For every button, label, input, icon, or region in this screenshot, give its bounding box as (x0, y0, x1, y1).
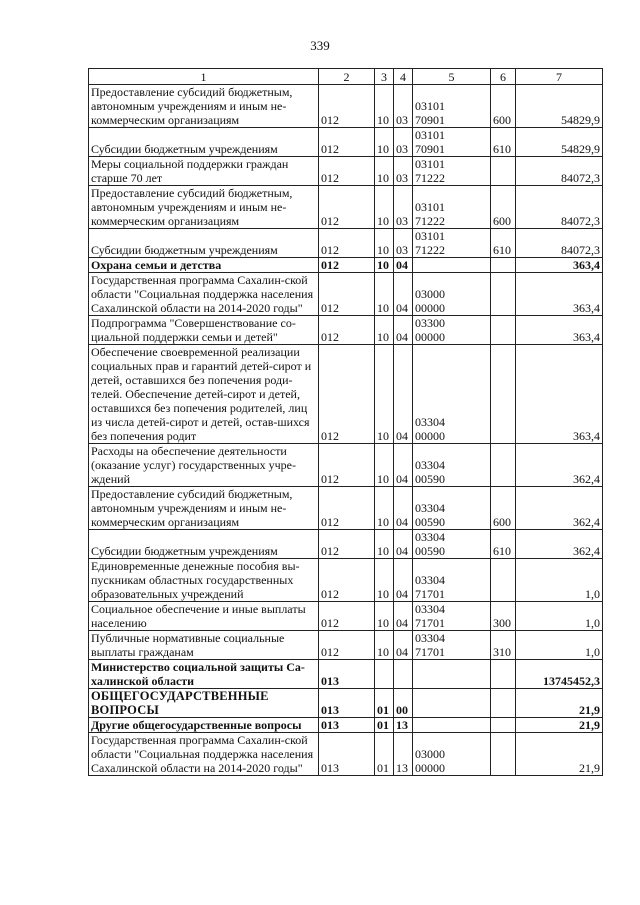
row-name: Расходы на обеспечение деятельности (оказание услуг) государственных учре-ждений (89, 444, 319, 487)
row-expense-type: 610 (491, 229, 516, 258)
row-expense-type (491, 660, 516, 689)
row-expense-type: 610 (491, 530, 516, 559)
table-row (89, 273, 603, 316)
row-ved: 013 (319, 718, 375, 733)
row-subsection: 04 (394, 530, 413, 559)
row-subsection: 04 (394, 273, 413, 316)
row-name: Предоставление субсидий бюджетным, автономным учреждениям и иным не-коммерческим организациям (89, 85, 319, 128)
table-row (89, 316, 603, 345)
row-ved: 012 (319, 157, 375, 186)
table-row (89, 229, 603, 258)
table-row (89, 487, 603, 530)
row-name: Меры социальной поддержки граждан старше 70 лет (89, 157, 319, 186)
target-article-program: 03101 (415, 157, 445, 171)
row-amount: 54829,9 (516, 128, 603, 157)
row-target-article (413, 157, 491, 186)
row-ved: 012 (319, 345, 375, 444)
row-ved: 013 (319, 689, 375, 718)
row-expense-type (491, 733, 516, 776)
row-ved: 012 (319, 229, 375, 258)
table-row (89, 85, 603, 128)
row-section: 10 (375, 316, 394, 345)
row-ved: 012 (319, 631, 375, 660)
row-subsection: 04 (394, 316, 413, 345)
row-name: Охрана семьи и детства (89, 258, 319, 273)
target-article-program: 03304 (415, 458, 445, 472)
row-subsection: 03 (394, 157, 413, 186)
row-name: Предоставление субсидий бюджетным, автономным учреждениям и иным не-коммерческим организациям (89, 186, 319, 229)
row-target-article (413, 559, 491, 602)
target-article-direction: 00590 (415, 515, 445, 529)
row-name: Единовременные денежные пособия вы-пускникам областных государственных образовательных учреждений (89, 559, 319, 602)
page-number: 339 (310, 38, 330, 53)
row-name: Государственная программа Сахалин-ской области "Социальная поддержка населения Сахалинской области на 2014-2020 годы" (89, 273, 319, 316)
table-row (89, 733, 603, 776)
col-header: 1 (89, 69, 319, 85)
col-header: 6 (491, 69, 516, 85)
target-article-direction: 71701 (415, 616, 445, 630)
col-header: 3 (375, 69, 394, 85)
table-row (89, 660, 603, 689)
row-target-article (413, 718, 491, 733)
row-ved: 013 (319, 660, 375, 689)
row-ved: 012 (319, 85, 375, 128)
row-expense-type: 600 (491, 186, 516, 229)
row-expense-type (491, 444, 516, 487)
row-subsection: 04 (394, 444, 413, 487)
row-name: Другие общегосударственные вопросы (89, 718, 319, 733)
row-amount: 363,4 (516, 273, 603, 316)
row-section: 10 (375, 186, 394, 229)
row-name: Государственная программа Сахалин-ской области "Социальная поддержка населения Сахалинской области на 2014-2020 годы" (89, 733, 319, 776)
row-name: ОБЩЕГОСУДАРСТВЕННЫЕ ВОПРОСЫ (89, 689, 319, 718)
row-section: 10 (375, 229, 394, 258)
row-section: 10 (375, 602, 394, 631)
row-ved: 012 (319, 444, 375, 487)
table-row (89, 258, 603, 273)
row-section: 10 (375, 128, 394, 157)
row-expense-type: 600 (491, 85, 516, 128)
row-subsection: 03 (394, 229, 413, 258)
row-amount: 84072,3 (516, 157, 603, 186)
row-name: Субсидии бюджетным учреждениям (89, 229, 319, 258)
target-article-direction: 00000 (415, 301, 445, 315)
row-amount: 1,0 (516, 559, 603, 602)
row-target-article (413, 487, 491, 530)
row-ved: 012 (319, 602, 375, 631)
target-article-direction: 00590 (415, 544, 445, 558)
row-name: Социальное обеспечение и иные выплаты населению (89, 602, 319, 631)
target-article-program: 03300 (415, 316, 445, 330)
row-amount: 21,9 (516, 689, 603, 718)
row-name: Подпрограмма "Совершенствование со-циальной поддержки семьи и детей" (89, 316, 319, 345)
row-amount: 362,4 (516, 487, 603, 530)
target-article-direction: 71701 (415, 645, 445, 659)
row-expense-type (491, 273, 516, 316)
row-target-article (413, 229, 491, 258)
row-target-article (413, 660, 491, 689)
table-row (89, 631, 603, 660)
target-article-program: 03304 (415, 602, 445, 616)
row-ved: 012 (319, 186, 375, 229)
target-article-program: 03304 (415, 530, 445, 544)
row-amount: 363,4 (516, 345, 603, 444)
row-subsection: 13 (394, 733, 413, 776)
row-expense-type: 310 (491, 631, 516, 660)
target-article-direction: 71222 (415, 214, 445, 228)
col-header: 7 (516, 69, 603, 85)
row-target-article (413, 689, 491, 718)
row-amount: 1,0 (516, 631, 603, 660)
target-article-direction: 70901 (415, 142, 445, 156)
target-article-direction: 00000 (415, 761, 445, 775)
row-amount: 363,4 (516, 316, 603, 345)
table-row (89, 689, 603, 718)
target-article-program: 03000 (415, 747, 445, 761)
row-amount: 21,9 (516, 718, 603, 733)
col-header: 4 (394, 69, 413, 85)
target-article-program: 03101 (415, 229, 445, 243)
row-expense-type (491, 718, 516, 733)
row-amount: 13745452,3 (516, 660, 603, 689)
row-name: Министерство социальной защиты Са-халинской области (89, 660, 319, 689)
target-article-direction: 71222 (415, 171, 445, 185)
row-expense-type (491, 689, 516, 718)
row-ved: 012 (319, 316, 375, 345)
row-ved: 012 (319, 273, 375, 316)
row-section (375, 660, 394, 689)
row-target-article (413, 345, 491, 444)
row-subsection: 04 (394, 345, 413, 444)
row-ved: 012 (319, 258, 375, 273)
row-subsection: 04 (394, 631, 413, 660)
table-header-row (89, 69, 603, 85)
table-row (89, 559, 603, 602)
row-subsection: 03 (394, 85, 413, 128)
row-amount: 363,4 (516, 258, 603, 273)
row-ved: 012 (319, 128, 375, 157)
row-expense-type (491, 258, 516, 273)
target-article-program: 03304 (415, 415, 445, 429)
row-target-article (413, 316, 491, 345)
row-name: Субсидии бюджетным учреждениям (89, 128, 319, 157)
target-article-program: 03304 (415, 573, 445, 587)
row-subsection: 04 (394, 602, 413, 631)
row-amount: 84072,3 (516, 186, 603, 229)
row-amount: 362,4 (516, 444, 603, 487)
row-subsection: 04 (394, 258, 413, 273)
row-name: Публичные нормативные социальные выплаты гражданам (89, 631, 319, 660)
row-target-article (413, 186, 491, 229)
row-expense-type: 300 (491, 602, 516, 631)
table-row (89, 345, 603, 444)
row-target-article (413, 631, 491, 660)
row-name: Предоставление субсидий бюджетным, автономным учреждениям и иным не-коммерческим организациям (89, 487, 319, 530)
target-article-direction: 00590 (415, 472, 445, 486)
table-row (89, 602, 603, 631)
row-section: 10 (375, 444, 394, 487)
target-article-program: 03000 (415, 287, 445, 301)
row-subsection: 04 (394, 487, 413, 530)
col-header: 2 (319, 69, 375, 85)
row-ved: 013 (319, 733, 375, 776)
row-subsection (394, 660, 413, 689)
table-row (89, 530, 603, 559)
row-section: 10 (375, 559, 394, 602)
row-section: 01 (375, 733, 394, 776)
row-ved: 012 (319, 559, 375, 602)
row-amount: 1,0 (516, 602, 603, 631)
target-article-program: 03101 (415, 99, 445, 113)
row-subsection: 00 (394, 689, 413, 718)
row-section: 10 (375, 157, 394, 186)
row-expense-type (491, 345, 516, 444)
row-section: 10 (375, 530, 394, 559)
row-amount: 54829,9 (516, 85, 603, 128)
row-target-article (413, 602, 491, 631)
target-article-direction: 71701 (415, 587, 445, 601)
col-header: 5 (413, 69, 491, 85)
row-name: Субсидии бюджетным учреждениям (89, 530, 319, 559)
row-target-article (413, 128, 491, 157)
row-amount: 84072,3 (516, 229, 603, 258)
row-target-article (413, 258, 491, 273)
target-article-direction: 70901 (415, 113, 445, 127)
row-expense-type: 610 (491, 128, 516, 157)
row-expense-type (491, 157, 516, 186)
row-section: 10 (375, 258, 394, 273)
target-article-program: 03304 (415, 501, 445, 515)
row-ved: 012 (319, 487, 375, 530)
row-target-article (413, 273, 491, 316)
table-row (89, 718, 603, 733)
table-row (89, 157, 603, 186)
row-expense-type: 600 (491, 487, 516, 530)
row-expense-type (491, 316, 516, 345)
row-ved: 012 (319, 530, 375, 559)
row-section: 01 (375, 689, 394, 718)
table-row (89, 444, 603, 487)
row-section: 10 (375, 631, 394, 660)
target-article-direction: 00000 (415, 330, 445, 344)
table-body (89, 85, 603, 776)
row-target-article (413, 444, 491, 487)
row-name: Обеспечение своевременной реализации социальных прав и гарантий детей-сирот и детей, оставшихся без попечения роди-телей. Обеспечение детей-сирот и детей, оставшихся без попечения родителей, лиц из числа детей-сирот и детей, остав-шихся без попечения родит (89, 345, 319, 444)
row-section: 01 (375, 718, 394, 733)
table-row (89, 128, 603, 157)
row-target-article (413, 530, 491, 559)
row-section: 10 (375, 273, 394, 316)
target-article-program: 03304 (415, 631, 445, 645)
row-section: 10 (375, 487, 394, 530)
row-amount: 21,9 (516, 733, 603, 776)
row-amount: 362,4 (516, 530, 603, 559)
row-subsection: 03 (394, 186, 413, 229)
row-target-article (413, 733, 491, 776)
table-row (89, 186, 603, 229)
row-subsection: 03 (394, 128, 413, 157)
target-article-direction: 00000 (415, 429, 445, 443)
row-subsection: 13 (394, 718, 413, 733)
row-section: 10 (375, 85, 394, 128)
budget-table (88, 68, 603, 776)
target-article-direction: 71222 (415, 243, 445, 257)
target-article-program: 03101 (415, 128, 445, 142)
row-subsection: 04 (394, 559, 413, 602)
row-target-article (413, 85, 491, 128)
row-expense-type (491, 559, 516, 602)
target-article-program: 03101 (415, 200, 445, 214)
row-section: 10 (375, 345, 394, 444)
